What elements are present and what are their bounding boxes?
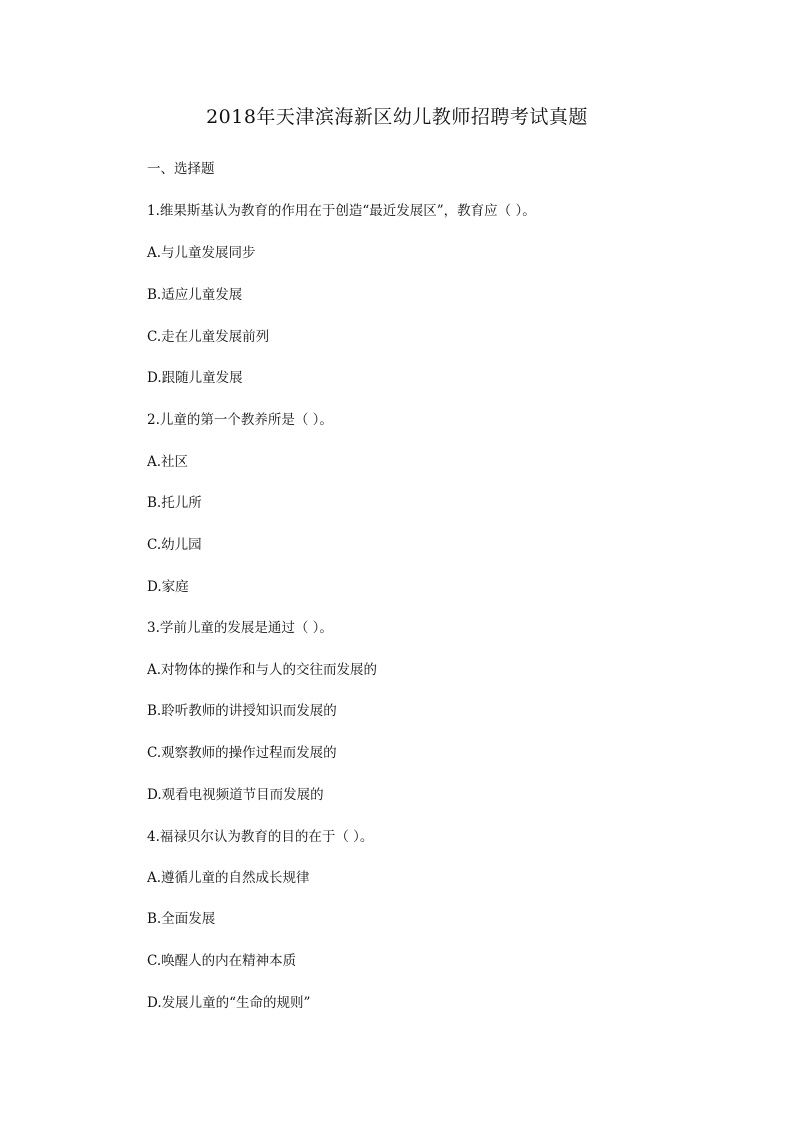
question-1-option-d: D.跟随儿童发展 (147, 370, 243, 386)
question-2-option-a: A.社区 (147, 454, 189, 470)
section-heading: 一、选择题 (147, 161, 215, 177)
question-4-option-a: A.遵循儿童的自然成长规律 (147, 870, 310, 886)
question-2-option-c: C.幼儿园 (147, 537, 202, 553)
question-1-option-c: C.走在儿童发展前列 (147, 329, 270, 345)
question-3-option-d: D.观看电视频道节目而发展的 (147, 787, 324, 803)
question-3-option-b: B.聆听教师的讲授知识而发展的 (147, 703, 337, 719)
question-4-option-d: D.发展儿童的“生命的规则” (147, 995, 311, 1011)
question-4-option-b: B.全面发展 (147, 911, 216, 927)
question-3-option-a: A.对物体的操作和与人的交往而发展的 (147, 662, 378, 678)
question-4-stem: 4.福禄贝尔认为教育的目的在于（ ）。 (147, 829, 374, 845)
question-1-option-b: B.适应儿童发展 (147, 287, 243, 303)
question-3-option-c: C.观察教师的操作过程而发展的 (147, 745, 337, 761)
question-2-option-d: D.家庭 (147, 579, 189, 595)
question-1-option-a: A.与儿童发展同步 (147, 245, 256, 261)
document-title: 2018年天津滨海新区幼儿教师招聘考试真题 (206, 106, 588, 128)
question-2-stem: 2.儿童的第一个教养所是（ ）。 (147, 412, 333, 428)
question-3-stem: 3.学前儿童的发展是通过（ ）。 (147, 620, 333, 636)
question-2-option-b: B.托儿所 (147, 495, 202, 511)
question-1-stem: 1.维果斯基认为教育的作用在于创造“最近发展区”，教育应（ ）。 (147, 203, 536, 219)
question-4-option-c: C.唤醒人的内在精神本质 (147, 953, 297, 969)
